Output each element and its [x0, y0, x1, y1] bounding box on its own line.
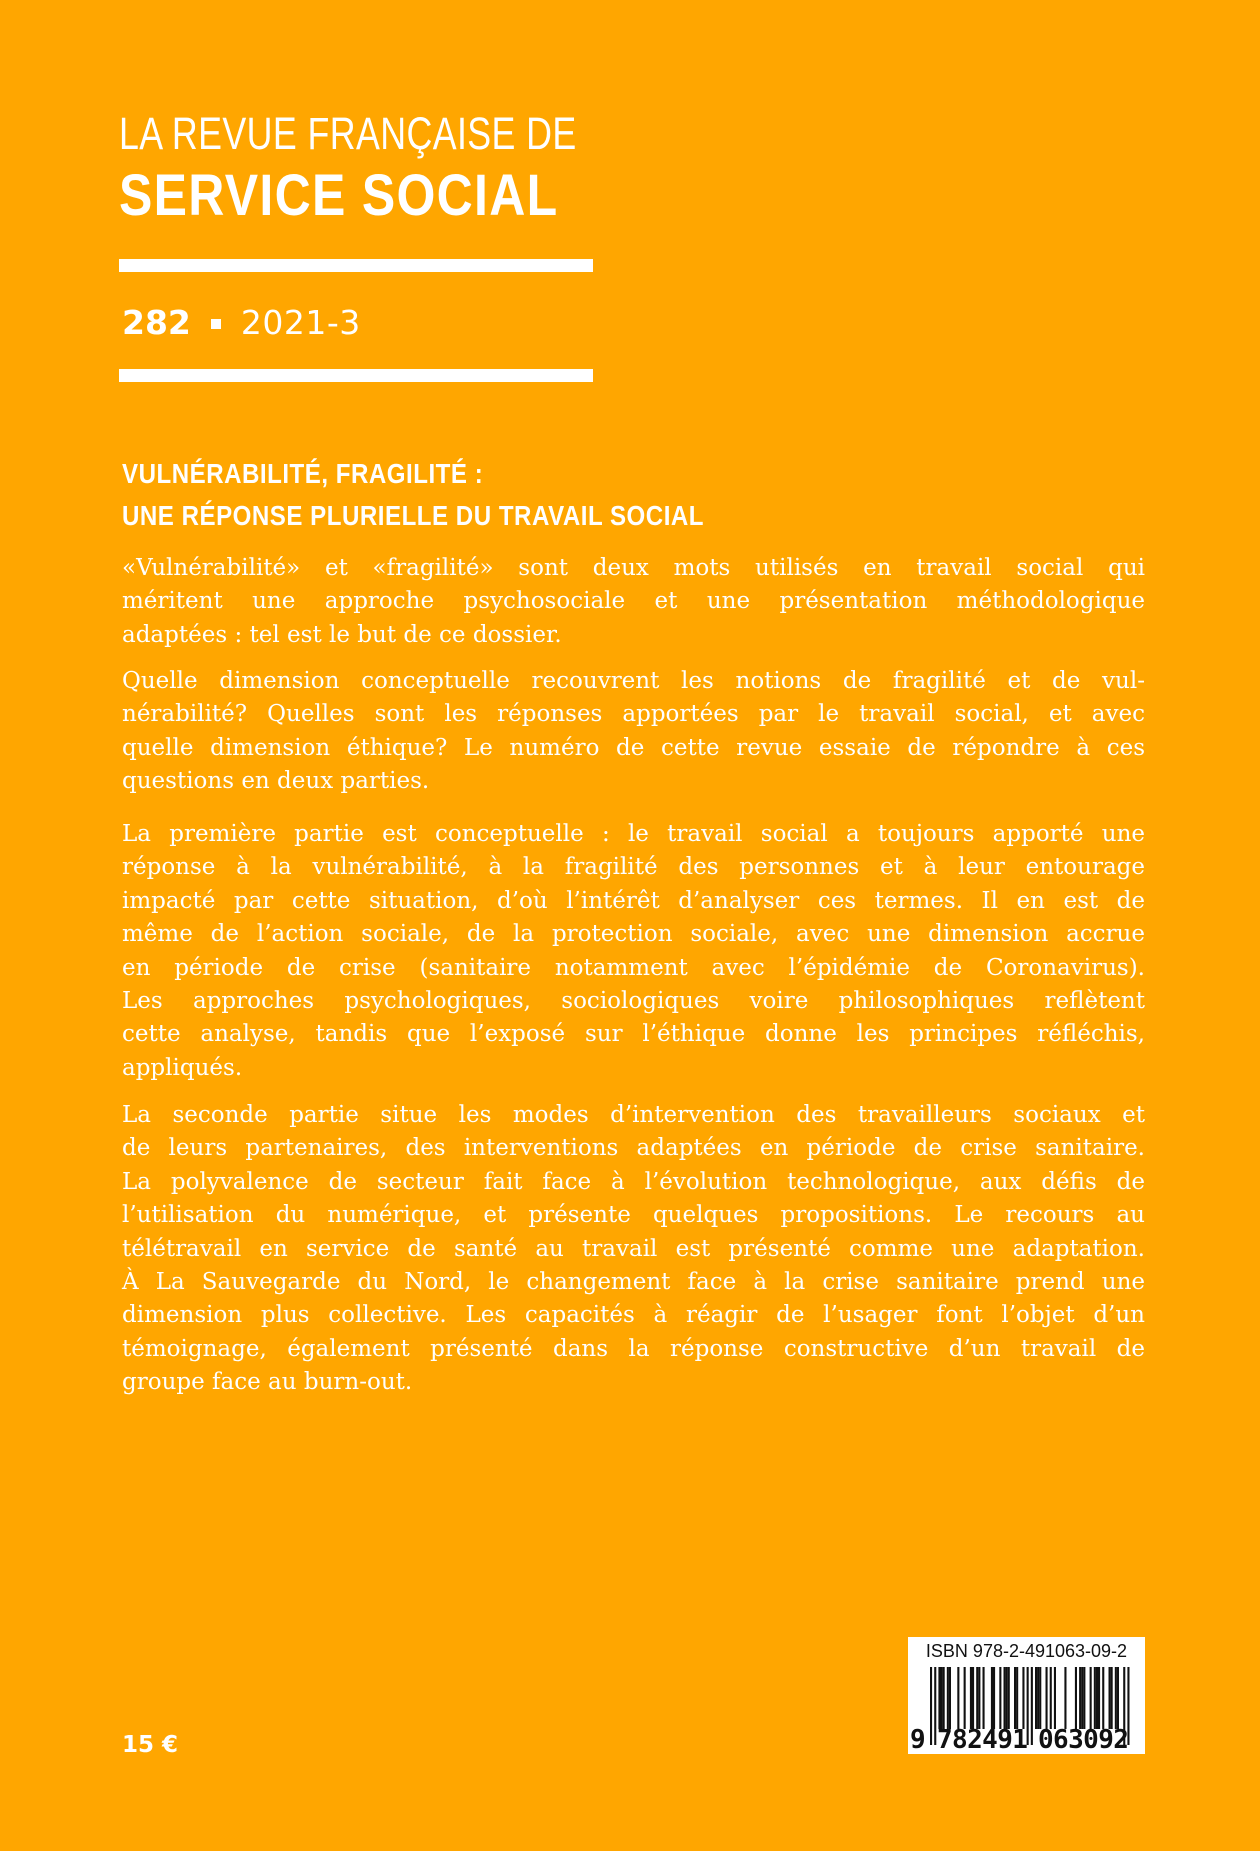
barcode-bar	[1016, 1667, 1018, 1729]
issue-number: 282	[122, 303, 191, 342]
barcode-bar	[970, 1667, 972, 1729]
barcode-bar	[947, 1667, 949, 1729]
paragraph-line: en période de crise (sanitaire notamment avec l’épidémie de Coronavirus).	[122, 954, 1145, 981]
ean-digit-group: 063092	[1038, 1725, 1129, 1755]
barcode-bar	[964, 1667, 966, 1729]
barcode-bar	[943, 1667, 945, 1729]
paragraph-line: télétravail en service de santé au travail est présenté comme une adaptation.	[122, 1235, 1145, 1262]
paragraph-first-part	[122, 818, 1145, 1085]
barcode-bar	[972, 1667, 974, 1729]
paragraph-line: même de l’action sociale, de la protection sociale, avec une dimension accrue	[122, 921, 1145, 948]
issue-date: 2021-3	[240, 303, 361, 342]
paragraph-line: groupe face au burn-out.	[122, 1369, 413, 1396]
barcode-bar	[1075, 1667, 1077, 1729]
barcode-bar	[976, 1667, 978, 1729]
barcode-bar	[1094, 1667, 1096, 1729]
paragraph-line: l’utilisation du numérique, et présente quelques propositions. Le recours au	[122, 1202, 1145, 1229]
barcode-bar	[1098, 1667, 1100, 1729]
square-bullet-icon	[211, 319, 221, 329]
dossier-heading-line1: VULNÉRABILITÉ, FRAGILITÉ :	[122, 458, 484, 489]
paragraph-line: quelle dimension éthique? Le numéro de cette revue essaie de répondre à ces	[122, 734, 1145, 761]
paragraph-line: témoignage, également présenté dans la réponse constructive d’un travail de	[122, 1335, 1145, 1362]
barcode-bar	[991, 1667, 993, 1729]
ean-digit-group: 782491	[937, 1725, 1028, 1755]
barcode-bar	[1096, 1667, 1098, 1729]
journal-title-line1: LA REVUE FRANÇAISE DE	[119, 108, 577, 159]
paragraph-second-part	[122, 1099, 1145, 1400]
barcode-bar	[1006, 1667, 1008, 1729]
barcode-bar	[1109, 1667, 1111, 1729]
barcode-bar	[993, 1667, 995, 1729]
barcode-bar	[1008, 1667, 1010, 1729]
barcode-bar	[1081, 1667, 1083, 1729]
paragraph-line: Les approches psychologiques, sociologiques voire philosophiques reflètent	[122, 987, 1145, 1014]
barcode-bar	[1111, 1667, 1113, 1729]
paragraph-line: méritent une approche psychosociale et une présentation méthodologique	[122, 588, 1145, 615]
barcode-bar	[1004, 1667, 1006, 1729]
isbn-barcode-label	[908, 1637, 1145, 1754]
issue-info	[122, 303, 361, 343]
paragraph-line: «Vulnérabilité» et «fragilité» sont deux mots utilisés en travail social qui	[122, 555, 1145, 581]
barcode-bar	[1064, 1667, 1066, 1729]
barcode-bar	[949, 1667, 951, 1729]
barcode-bar	[1079, 1667, 1081, 1729]
paragraph-line: cette analyse, tandis que l’exposé sur l’éthique donne les principes réfléchis,	[122, 1021, 1145, 1048]
barcode-bar	[1117, 1667, 1119, 1729]
barcode-bar	[1046, 1667, 1048, 1729]
paragraph-line: questions en deux parties.	[122, 768, 430, 795]
barcode-bar	[1035, 1667, 1037, 1729]
barcode-bar	[1054, 1667, 1056, 1729]
divider-rule-bottom	[119, 369, 593, 382]
paragraph-line: La seconde partie situe les modes d’intervention des travailleurs sociaux et	[122, 1102, 1145, 1128]
barcode-bar	[1039, 1667, 1041, 1729]
barcode-bar	[938, 1667, 940, 1729]
barcode-bar	[957, 1667, 959, 1729]
paragraph-line: de leurs partenaires, des interventions adaptées en période de crise sanitaire.	[122, 1135, 1145, 1162]
price: 15 €	[122, 1732, 179, 1758]
barcode-bar	[1090, 1667, 1092, 1729]
barcode-bar	[1014, 1667, 1016, 1729]
ean-digit-group: 9	[910, 1725, 926, 1755]
barcode-bar	[941, 1667, 943, 1729]
paragraph-line: dimension plus collective. Les capacités à réagir de l’usager font l’objet d’un	[122, 1302, 1145, 1329]
paragraph-line: La première partie est conceptuelle : le travail social a toujours apporté une	[122, 821, 1145, 847]
paragraph-line: Quelle dimension conceptuelle recouvrent les notions de fragilité et de vul-	[122, 668, 1145, 694]
barcode-bar	[1050, 1667, 1052, 1729]
paragraph-intro	[122, 552, 1145, 652]
barcode-bar	[1037, 1667, 1039, 1729]
paragraph-line: impacté par cette situation, d’où l’intérêt d’analyser ces termes. Il en est de	[122, 887, 1145, 914]
journal-title-line2: SERVICE SOCIAL	[119, 163, 559, 228]
isbn-number: ISBN 978-2-491063-09-2	[925, 1641, 1128, 1661]
barcode-bar	[978, 1667, 980, 1729]
paragraph-line: adaptées : tel est le but de ce dossier.	[122, 621, 562, 648]
paragraph-line: réponse à la vulnérabilité, à la fragilité des personnes et à leur entourage	[122, 854, 1145, 881]
paragraph-line: appliqués.	[122, 1054, 243, 1081]
barcode-bar	[934, 1667, 936, 1745]
barcode-bar	[1115, 1667, 1117, 1729]
paragraph-line: La polyvalence de secteur fait face à l’évolution technologique, aux défis de	[122, 1168, 1145, 1195]
barcode-bar	[1031, 1667, 1033, 1745]
barcode-bar	[1022, 1667, 1024, 1729]
paragraph-line: nérabilité? Quelles sont les réponses apportées par le travail social, et avec	[122, 701, 1145, 728]
dossier-heading-line2: UNE RÉPONSE PLURIELLE DU TRAVAIL SOCIAL	[122, 500, 705, 531]
barcode-bar	[1102, 1667, 1104, 1729]
divider-rule-top	[119, 259, 593, 272]
paragraph-line: À La Sauvegarde du Nord, le changement face à la crise sanitaire prend une	[122, 1268, 1145, 1295]
paragraph-questions	[122, 665, 1145, 799]
barcode-bar	[1083, 1667, 1085, 1729]
barcode-bar	[930, 1667, 932, 1745]
barcode-bar	[999, 1667, 1001, 1729]
barcode-bar	[983, 1667, 985, 1729]
